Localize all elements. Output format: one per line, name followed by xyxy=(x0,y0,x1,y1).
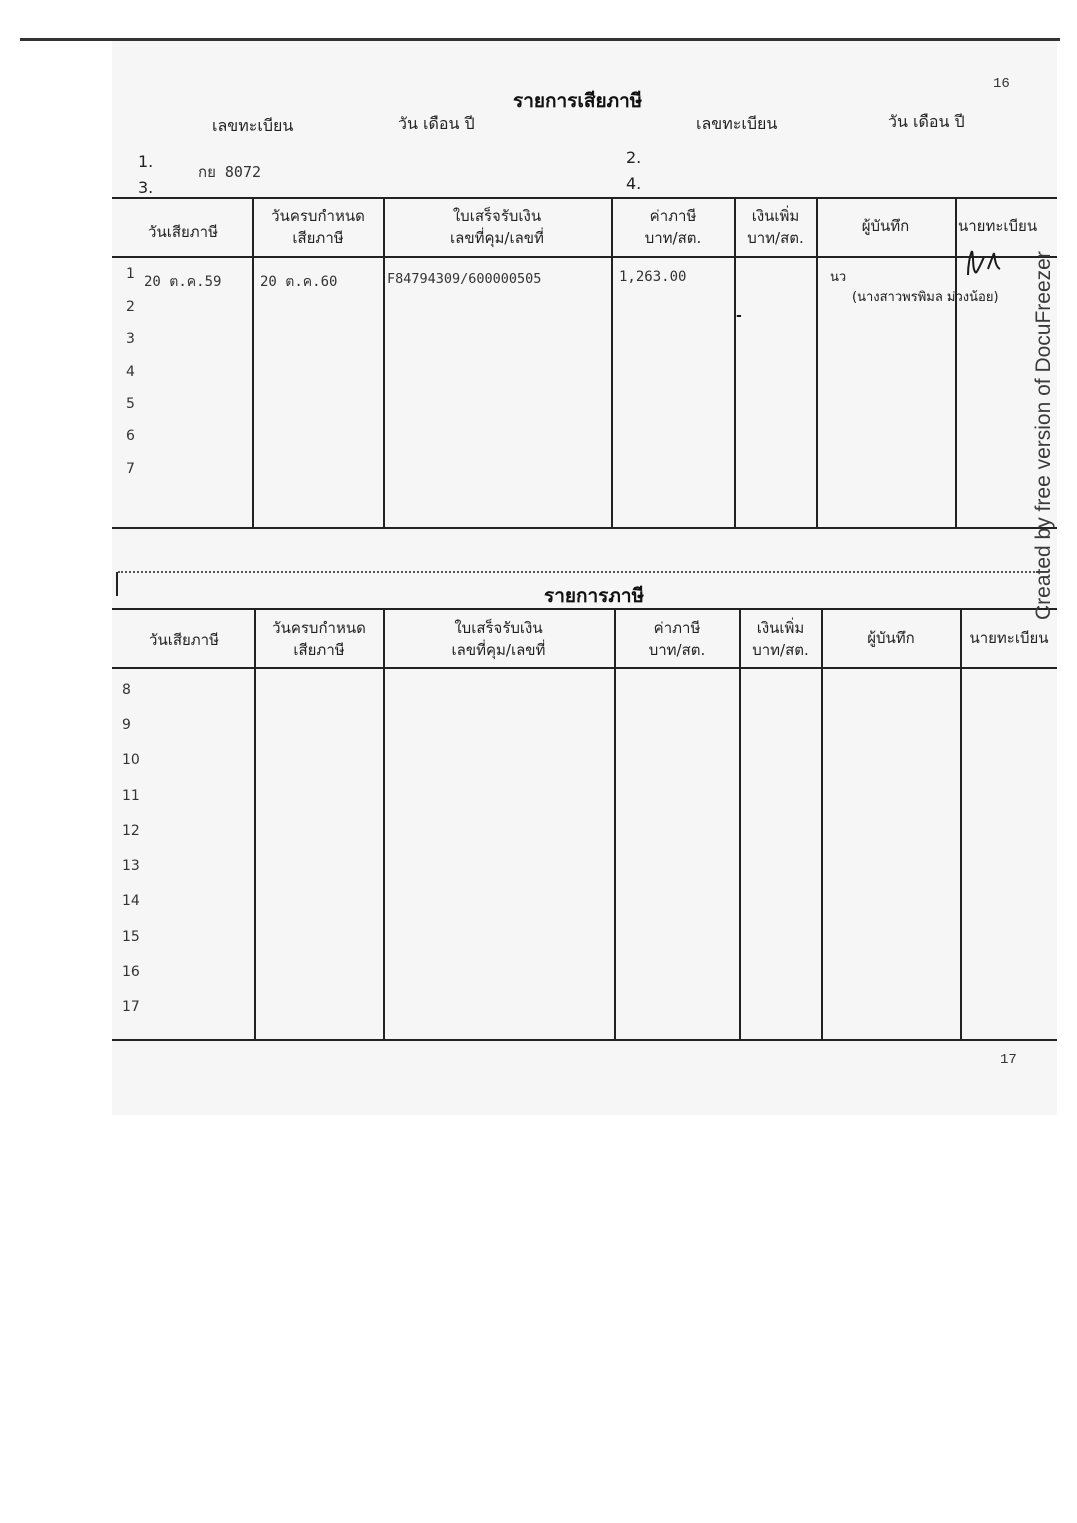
top-row-number: 2 xyxy=(126,299,135,315)
date-header-right: วัน เดือน ปี xyxy=(888,112,965,131)
bottom-row-number: 16 xyxy=(122,964,140,980)
top-border xyxy=(20,38,1060,41)
top-row-number: 4 xyxy=(126,364,135,380)
bottom-col-tax-date: วันเสียภาษี xyxy=(149,631,219,649)
bottom-row-number: 15 xyxy=(122,929,140,945)
reg-item-3-num: 3. xyxy=(138,178,154,197)
top-col-due-date-line2: เสียภาษี xyxy=(292,229,344,247)
bottom-col-surcharge-line1: เงินเพิ่ม xyxy=(756,619,805,637)
reg-item-4-num: 4. xyxy=(626,174,642,193)
bottom-col-divider-2 xyxy=(383,609,385,1040)
bottom-col-divider-3 xyxy=(614,609,616,1040)
top-col-tax-line1: ค่าภาษี xyxy=(649,207,697,225)
bottom-col-receipt-line2: เลขที่คุม/เลขที่ xyxy=(451,641,546,659)
top-col-registrar: นายทะเบียน xyxy=(958,217,1038,235)
bottom-row-number: 11 xyxy=(122,788,140,804)
bottom-row-number: 9 xyxy=(122,717,131,733)
top-col-recorder: ผู้บันทึก xyxy=(861,217,910,235)
watermark-text: Created by free version of DocuFreezer xyxy=(1032,251,1055,620)
top-row-number: 5 xyxy=(126,396,135,412)
bottom-col-due-date-line2: เสียภาษี xyxy=(293,641,345,659)
entry-recorder-initials: นว xyxy=(830,270,847,285)
bottom-row-number: 8 xyxy=(122,682,131,698)
top-row-number: 6 xyxy=(126,428,135,444)
bottom-col-registrar: นายทะเบียน xyxy=(969,629,1049,647)
bottom-col-tax-line2: บาท/สต. xyxy=(648,641,706,659)
reg-header-left: เลขทะเบียน xyxy=(212,116,294,135)
reg-header-right: เลขทะเบียน xyxy=(696,114,778,133)
page-number-top: 16 xyxy=(993,76,1010,92)
bottom-col-surcharge-line2: บาท/สต. xyxy=(752,641,809,659)
bottom-col-divider-1 xyxy=(254,609,256,1040)
top-col-receipt-line2: เลขที่คุม/เลขที่ xyxy=(450,229,544,247)
top-col-due-date-line1: วันครบกำหนด xyxy=(271,207,365,225)
bottom-col-divider-4 xyxy=(739,609,741,1040)
section-separator xyxy=(118,571,1038,573)
bottom-col-recorder: ผู้บันทึก xyxy=(867,629,915,647)
top-col-divider-5 xyxy=(816,198,818,528)
top-col-surcharge-line2: บาท/สต. xyxy=(747,229,804,247)
top-table-top-rule xyxy=(112,197,1057,199)
reg-item-2-num: 2. xyxy=(626,148,642,167)
entry-recorder-name: (นางสาวพรพิมล ม่วงน้อย) xyxy=(852,290,999,305)
registrar-signature xyxy=(962,247,1006,281)
entry-tax-amount: 1,263.00 xyxy=(619,269,687,285)
entry-surcharge: - xyxy=(736,308,742,324)
top-section-title: รายการเสียภาษี xyxy=(513,90,643,112)
bottom-col-divider-6 xyxy=(960,609,962,1040)
bottom-col-tax-line1: ค่าภาษี xyxy=(653,619,701,637)
entry-due-date: 20 ต.ค.60 xyxy=(260,274,338,290)
date-header-left: วัน เดือน ปี xyxy=(398,114,475,133)
top-col-divider-6 xyxy=(955,198,957,528)
bottom-col-divider-5 xyxy=(821,609,823,1040)
top-row-number: 1 xyxy=(126,266,135,282)
bottom-col-due-date-line1: วันครบกำหนด xyxy=(272,619,366,637)
bottom-row-number: 10 xyxy=(122,752,140,768)
top-table-bottom-rule xyxy=(112,527,1057,529)
separator-corner-mark xyxy=(116,572,118,596)
reg-item-1-num: 1. xyxy=(138,152,154,171)
top-col-receipt-line1: ใบเสร็จรับเงิน xyxy=(452,207,542,225)
bottom-row-number: 13 xyxy=(122,858,140,874)
top-col-surcharge-line1: เงินเพิ่ม xyxy=(751,207,800,225)
reg-item-1-value: กย 8072 xyxy=(198,163,262,181)
top-table-header-rule xyxy=(112,256,1057,258)
top-row-number: 7 xyxy=(126,461,135,477)
bottom-row-number: 12 xyxy=(122,823,140,839)
bottom-row-number: 17 xyxy=(122,999,140,1015)
page-number-bottom: 17 xyxy=(1000,1052,1017,1068)
top-row-number: 3 xyxy=(126,331,135,347)
bottom-section-title: รายการภาษี xyxy=(544,585,645,607)
entry-tax-date: 20 ต.ค.59 xyxy=(144,274,222,290)
top-col-tax-date: วันเสียภาษี xyxy=(148,223,218,241)
entry-receipt-number: F84794309/600000505 xyxy=(387,271,542,287)
top-col-tax-line2: บาท/สต. xyxy=(644,229,702,247)
bottom-row-number: 14 xyxy=(122,893,140,909)
bottom-col-receipt-line1: ใบเสร็จรับเงิน xyxy=(454,619,543,637)
